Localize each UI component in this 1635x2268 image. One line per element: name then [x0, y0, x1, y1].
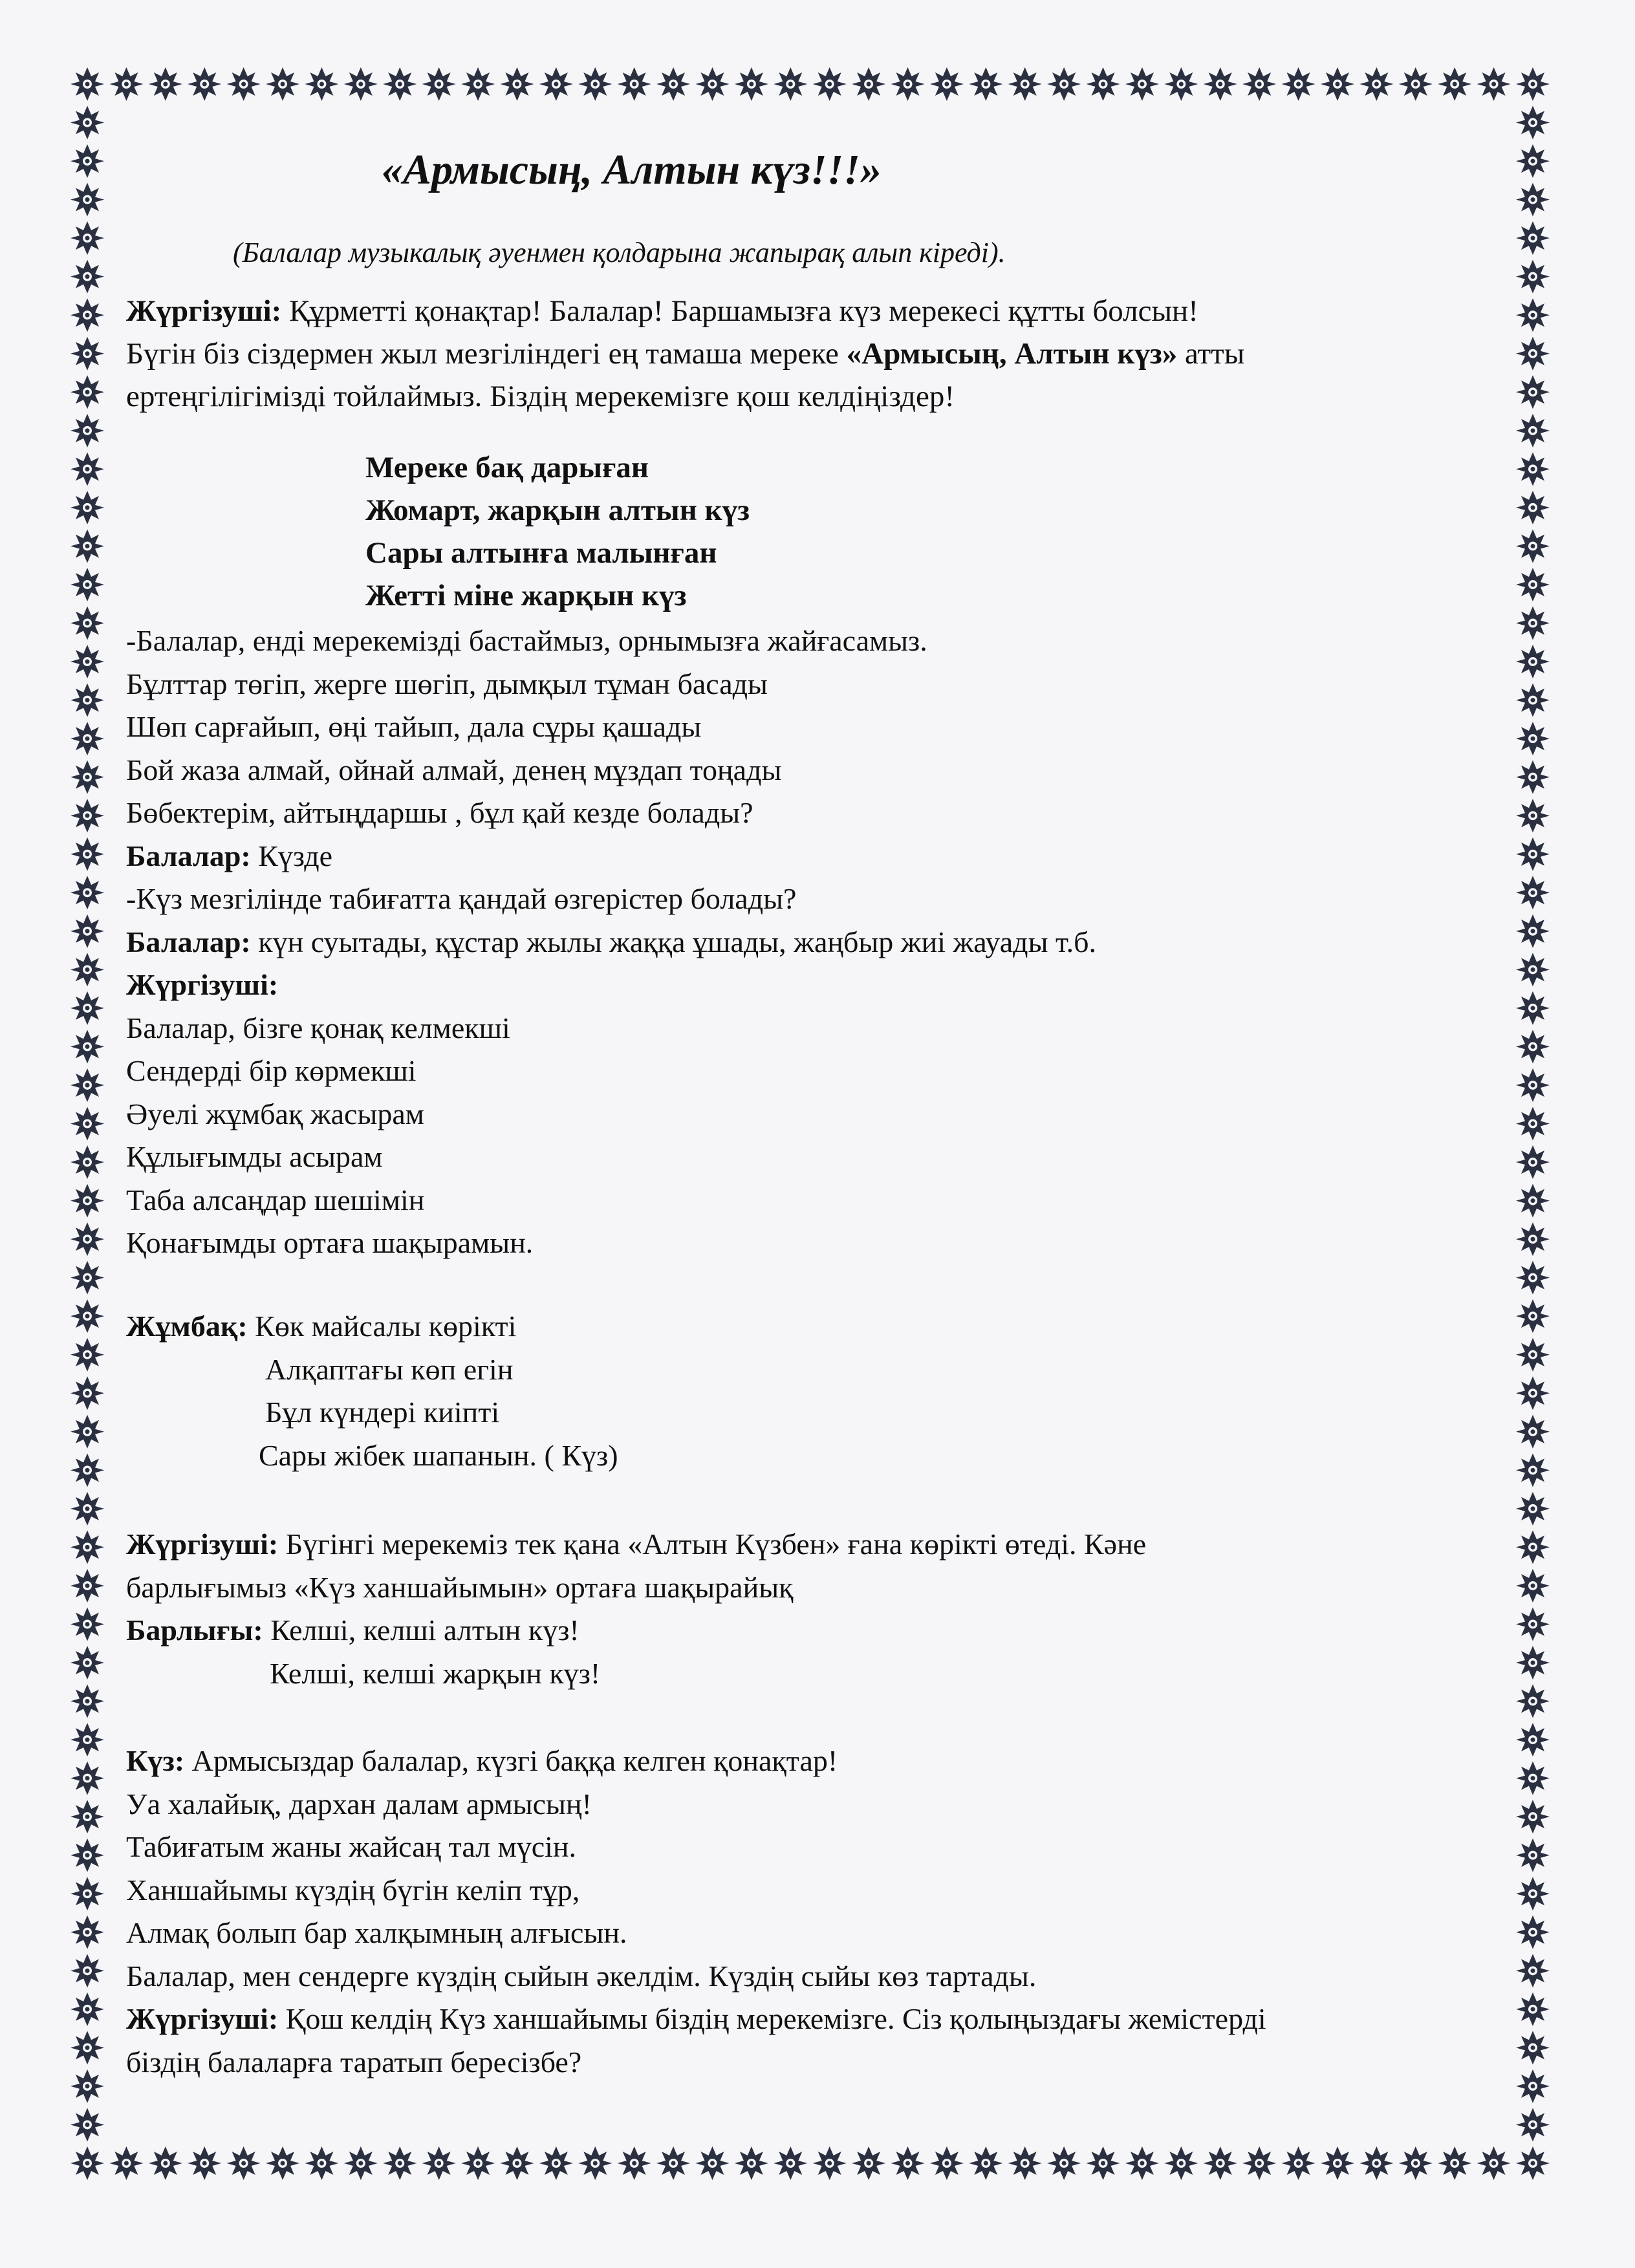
leaf-ornament-icon — [813, 2146, 847, 2180]
leaf-ornament-icon — [1516, 1877, 1550, 1910]
question-line: -Күз мезгілінде табиғатта қандай өзгерістер болады? — [126, 882, 797, 915]
leaf-ornament-icon — [1516, 914, 1550, 948]
leaf-ornament-icon — [1516, 221, 1550, 255]
leaf-ornament-icon — [383, 67, 417, 101]
leaf-ornament-icon — [70, 1184, 104, 1218]
leaf-ornament-icon — [70, 1993, 104, 2026]
leaf-ornament-icon — [70, 2031, 104, 2064]
leaf-ornament-icon — [70, 1107, 104, 1141]
leaf-ornament-icon — [109, 67, 143, 101]
all-line-2: Келші, келші жарқын күз! — [270, 1656, 601, 1690]
leaf-ornament-icon — [1477, 2146, 1511, 2180]
leaf-ornament-icon — [891, 2146, 925, 2180]
leaf-ornament-icon — [852, 2146, 885, 2180]
leaf-ornament-icon — [1516, 1800, 1550, 1833]
leaf-ornament-icon — [1516, 2146, 1550, 2180]
leaf-ornament-icon — [1516, 1222, 1550, 1256]
leaf-ornament-icon — [1204, 2146, 1237, 2180]
leaf-ornament-icon — [70, 1646, 104, 1679]
leaf-ornament-icon — [70, 1030, 104, 1063]
leaf-ornament-icon — [70, 1492, 104, 1526]
leaf-ornament-icon — [1516, 1415, 1550, 1449]
leaf-ornament-icon — [70, 1222, 104, 1256]
leaf-ornament-icon — [70, 1261, 104, 1295]
leaf-ornament-icon — [109, 2146, 143, 2180]
leaf-ornament-icon — [1125, 67, 1159, 101]
leaf-ornament-icon — [618, 67, 651, 101]
answer-text: Күзде — [250, 839, 333, 872]
leaf-ornament-icon — [149, 2146, 182, 2180]
leaf-ornament-icon — [1516, 1261, 1550, 1295]
leaf-ornament-icon — [1516, 337, 1550, 371]
speaker-label: Барлығы: — [126, 1614, 263, 1647]
autumn-line: Табиғатым жаны жайсаң тал мүсін. — [126, 1830, 577, 1863]
leaf-ornament-icon — [227, 67, 261, 101]
leaf-ornament-icon — [70, 1877, 104, 1910]
leaf-ornament-icon — [70, 991, 104, 1025]
leaf-ornament-icon — [149, 67, 182, 101]
leaf-ornament-icon — [70, 1299, 104, 1333]
riddle-line: Бұл күндері киіпті — [265, 1396, 500, 1429]
poem-1-line: Жетті міне жарқын күз — [365, 579, 687, 612]
leaf-ornament-icon — [70, 684, 104, 717]
leaf-ornament-icon — [461, 2146, 495, 2180]
leaf-ornament-icon — [1438, 67, 1471, 101]
leaf-ornament-icon — [266, 2146, 299, 2180]
leaf-ornament-icon — [70, 1685, 104, 1718]
leaf-ornament-icon — [1516, 491, 1550, 524]
leaf-ornament-icon — [70, 2108, 104, 2141]
leaf-ornament-icon — [1516, 106, 1550, 140]
speaker-label: Жұмбақ: — [126, 1310, 248, 1343]
leaf-ornament-icon — [70, 645, 104, 678]
leaf-ornament-icon — [1125, 2146, 1159, 2180]
leaf-ornament-icon — [930, 2146, 964, 2180]
intro-line-2a: Бүгін біз сіздермен жыл мезгіліндегі ең тамаша мереке — [126, 337, 847, 371]
riddle-line: Сары жібек шапанын. ( Күз) — [259, 1438, 618, 1472]
leaf-ornament-icon — [1321, 2146, 1354, 2180]
leaf-ornament-icon — [1516, 1839, 1550, 1872]
leaf-ornament-icon — [1516, 837, 1550, 871]
leaf-ornament-icon — [656, 67, 690, 101]
poem-2-line: Таба алсаңдар шешімін — [126, 1183, 425, 1216]
leaf-ornament-icon — [70, 67, 104, 101]
leaf-ornament-icon — [1516, 1107, 1550, 1141]
speaker-label: Күз: — [126, 1744, 185, 1777]
leaf-ornament-icon — [1047, 2146, 1081, 2180]
leaf-ornament-icon — [70, 2069, 104, 2103]
leaf-ornament-icon — [422, 67, 456, 101]
poem-1-line: Мереке бақ дарыған — [365, 451, 649, 484]
leaf-ornament-icon — [70, 1916, 104, 1949]
leaf-ornament-icon — [1516, 1607, 1550, 1641]
autumn-line: Ханшайымы күздің бүгін келіп тұр, — [126, 1873, 580, 1906]
leaf-ornament-icon — [70, 260, 104, 294]
leaf-ornament-icon — [70, 1839, 104, 1872]
leaf-ornament-icon — [1008, 2146, 1042, 2180]
leaf-ornament-icon — [70, 722, 104, 755]
leaf-ornament-icon — [1516, 529, 1550, 563]
leaf-ornament-icon — [1516, 67, 1550, 101]
leaf-ornament-icon — [70, 144, 104, 178]
leaf-ornament-icon — [70, 568, 104, 601]
intro-line-3: ертеңгілігімізді тойлаймыз. Біздің мерекемізге қош келдіңіздер! — [126, 380, 955, 413]
leaf-ornament-icon — [344, 67, 378, 101]
leaf-ornament-icon — [70, 337, 104, 371]
leaf-ornament-icon — [70, 1607, 104, 1641]
leaf-ornament-icon — [1516, 375, 1550, 409]
host-3-block — [126, 1523, 1146, 1695]
leaf-ornament-icon — [70, 529, 104, 563]
leaf-ornament-icon — [1516, 144, 1550, 178]
riddle-line: Көк майсалы көрікті — [247, 1310, 517, 1343]
leaf-ornament-icon — [1204, 67, 1237, 101]
leaf-ornament-icon — [1164, 2146, 1198, 2180]
leaf-ornament-icon — [656, 2146, 690, 2180]
leaf-ornament-icon — [1516, 1723, 1550, 1756]
riddle-block — [126, 1305, 618, 1477]
leaf-ornament-icon — [266, 67, 299, 101]
host-4-line-1: Қош келдің Күз ханшайымы біздің мерекемізге. Сіз қолыңыздағы жемістерді — [278, 2002, 1266, 2035]
stage-direction: (Балалар музыкалық әуенмен қолдарына жапырақ алып кіреді). — [233, 237, 1006, 268]
leaf-ornament-icon — [305, 2146, 338, 2180]
leaf-ornament-icon — [70, 607, 104, 640]
leaf-ornament-icon — [422, 2146, 456, 2180]
leaf-ornament-icon — [70, 1453, 104, 1487]
leaf-ornament-icon — [1438, 2146, 1471, 2180]
leaf-ornament-icon — [70, 1145, 104, 1179]
leaf-ornament-icon — [461, 67, 495, 101]
poem-2-line: Әуелі жұмбақ жасырам — [126, 1097, 424, 1130]
leaf-ornament-icon — [500, 67, 534, 101]
leaf-ornament-icon — [1282, 2146, 1316, 2180]
leaf-ornament-icon — [70, 1723, 104, 1756]
leaf-ornament-icon — [1516, 1030, 1550, 1063]
leaf-ornament-icon — [1008, 67, 1042, 101]
leaf-ornament-icon — [70, 452, 104, 486]
leaf-ornament-icon — [578, 67, 612, 101]
leaf-ornament-icon — [70, 106, 104, 140]
autumn-line: Балалар, мен сендерге күздің сыйын әкелдім. Күздің сыйы көз тартады. — [126, 1959, 1037, 1993]
answer-text: күн суытады, құстар жылы жаққа ұшады, жаңбыр жиі жауады т.б. — [250, 925, 1097, 958]
leaf-ornament-icon — [1516, 568, 1550, 601]
leaf-ornament-icon — [539, 67, 573, 101]
intro-line-2c: атты — [1177, 337, 1245, 371]
leaf-ornament-icon — [1359, 2146, 1393, 2180]
leaf-ornament-icon — [969, 67, 1002, 101]
leaf-ornament-icon — [305, 67, 338, 101]
speaker-label: Жүргізуші: — [126, 294, 282, 328]
speaker-label: Жүргізуші: — [126, 2002, 279, 2035]
leaf-ornament-icon — [70, 183, 104, 217]
leaf-ornament-icon — [70, 1376, 104, 1410]
leaf-ornament-icon — [70, 761, 104, 794]
leaf-ornament-icon — [1321, 67, 1354, 101]
leaf-ornament-icon — [852, 67, 885, 101]
leaf-ornament-icon — [1242, 2146, 1276, 2180]
poem-2-line: Қонағымды ортаға шақырамын. — [126, 1226, 534, 1259]
leaf-ornament-icon — [1399, 2146, 1433, 2180]
leaf-ornament-icon — [1516, 953, 1550, 986]
riddle-line: Алқаптағы көп егін — [265, 1352, 514, 1386]
leaf-ornament-icon — [1516, 1569, 1550, 1603]
leaf-ornament-icon — [1516, 645, 1550, 678]
leaf-ornament-icon — [1516, 799, 1550, 832]
leaf-ornament-icon — [1516, 1338, 1550, 1372]
leaf-ornament-icon — [1087, 2146, 1120, 2180]
leaf-ornament-icon — [70, 914, 104, 948]
host-intro — [126, 290, 1244, 418]
leaf-ornament-icon — [70, 953, 104, 986]
leaf-ornament-icon — [1047, 67, 1081, 101]
leaf-ornament-icon — [1516, 761, 1550, 794]
leaf-ornament-icon — [70, 298, 104, 332]
host-3-line-2: барлығымыз «Күз ханшайымын» ортаға шақырайық — [126, 1570, 794, 1604]
leaf-ornament-icon — [1516, 991, 1550, 1025]
text-line: Бөбектерім, айтыңдаршы , бұл қай кезде болады? — [126, 796, 753, 829]
leaf-ornament-icon — [578, 2146, 612, 2180]
leaf-ornament-icon — [930, 67, 964, 101]
autumn-block — [126, 1740, 1266, 2084]
leaf-ornament-icon — [1516, 260, 1550, 294]
poem-1-line: Сары алтынға малынған — [365, 536, 717, 570]
leaf-ornament-icon — [969, 2146, 1002, 2180]
leaf-ornament-icon — [618, 2146, 651, 2180]
poem-2-line: Балалар, бізге қонақ келмекші — [126, 1011, 510, 1044]
leaf-ornament-icon — [70, 1569, 104, 1603]
leaf-ornament-icon — [70, 2146, 104, 2180]
leaf-ornament-icon — [1399, 67, 1433, 101]
speaker-label: Жүргізуші: — [126, 1528, 279, 1561]
leaf-ornament-icon — [70, 1954, 104, 1987]
leaf-ornament-icon — [70, 221, 104, 255]
leaf-ornament-icon — [1516, 298, 1550, 332]
leaf-ornament-icon — [1516, 1299, 1550, 1333]
leaf-ornament-icon — [1516, 1376, 1550, 1410]
leaf-ornament-icon — [383, 2146, 417, 2180]
leaf-ornament-icon — [1516, 2108, 1550, 2141]
leaf-ornament-icon — [1516, 684, 1550, 717]
leaf-ornament-icon — [1516, 1145, 1550, 1179]
leaf-ornament-icon — [1516, 452, 1550, 486]
leaf-ornament-icon — [70, 1800, 104, 1833]
speaker-label: Балалар: — [126, 839, 251, 872]
leaf-ornament-icon — [188, 2146, 221, 2180]
autumn-line: Уа халайық, дархан далам армысың! — [126, 1787, 592, 1820]
leaf-ornament-icon — [188, 67, 221, 101]
leaf-ornament-icon — [1516, 1762, 1550, 1795]
text-line: -Балалар, енді мерекемізді бастаймыз, орнымызға жайғасамыз. — [126, 624, 927, 657]
leaf-ornament-icon — [735, 67, 768, 101]
leaf-ornament-icon — [1087, 67, 1120, 101]
leaf-ornament-icon — [1516, 1993, 1550, 2026]
leaf-ornament-icon — [774, 67, 807, 101]
leaf-ornament-icon — [1516, 1685, 1550, 1718]
host-4-line-2: біздің балаларға таратып бересізбе? — [126, 2045, 582, 2079]
leaf-ornament-icon — [735, 2146, 768, 2180]
leaf-ornament-icon — [1359, 67, 1393, 101]
leaf-ornament-icon — [70, 1415, 104, 1449]
event-name: «Армысың, Алтын күз» — [846, 337, 1178, 371]
leaf-ornament-icon — [70, 837, 104, 871]
leaf-ornament-icon — [1516, 1530, 1550, 1564]
leaf-ornament-icon — [1282, 67, 1316, 101]
leaf-ornament-icon — [70, 1762, 104, 1795]
leaf-ornament-icon — [813, 67, 847, 101]
leaf-ornament-icon — [1516, 607, 1550, 640]
poem-1 — [365, 446, 750, 617]
autumn-line: Алмақ болып бар халқымның алғысын. — [126, 1916, 627, 1949]
leaf-ornament-icon — [1516, 1184, 1550, 1218]
text-line: Бой жаза алмай, ойнай алмай, денең мұздап тоңады — [126, 753, 782, 786]
leaf-ornament-icon — [1516, 183, 1550, 217]
leaf-ornament-icon — [1516, 414, 1550, 448]
leaf-ornament-icon — [1164, 67, 1198, 101]
leaf-ornament-icon — [695, 2146, 729, 2180]
leaf-ornament-icon — [70, 876, 104, 909]
leaf-ornament-icon — [70, 375, 104, 409]
speaker-label: Жүргізуші: — [126, 968, 279, 1001]
speaker-label: Балалар: — [126, 925, 251, 958]
leaf-ornament-icon — [1516, 1068, 1550, 1102]
leaf-ornament-icon — [1477, 67, 1511, 101]
text-line: Бұлттар төгіп, жерге шөгіп, дымқыл тұман басады — [126, 667, 768, 700]
autumn-line-1: Армысыздар балалар, күзгі баққа келген қонақтар! — [184, 1744, 838, 1777]
leaf-ornament-icon — [1516, 876, 1550, 909]
leaf-ornament-icon — [1516, 2031, 1550, 2064]
leaf-ornament-icon — [500, 2146, 534, 2180]
text-line: Шөп сарғайып, өңі тайып, дала сұры қашады — [126, 710, 702, 743]
leaf-ornament-icon — [70, 414, 104, 448]
leaf-ornament-icon — [774, 2146, 807, 2180]
leaf-ornament-icon — [227, 2146, 261, 2180]
leaf-ornament-icon — [1242, 67, 1276, 101]
dialogue-block — [126, 620, 1096, 1265]
poem-1-line: Жомарт, жарқын алтын күз — [365, 493, 750, 527]
all-line-1: Келші, келші алтын күз! — [263, 1614, 579, 1647]
leaf-ornament-icon — [1516, 1916, 1550, 1949]
leaf-ornament-icon — [891, 67, 925, 101]
leaf-ornament-icon — [539, 2146, 573, 2180]
leaf-ornament-icon — [70, 491, 104, 524]
leaf-ornament-icon — [1516, 2069, 1550, 2103]
intro-line-1: Құрметті қонақтар! Балалар! Баршамызға күз мерекесі құтты болсын! — [281, 294, 1198, 328]
leaf-ornament-icon — [1516, 1954, 1550, 1987]
leaf-ornament-icon — [695, 67, 729, 101]
poem-2-line: Құлығымды асырам — [126, 1140, 383, 1173]
leaf-ornament-icon — [1516, 1492, 1550, 1526]
leaf-ornament-icon — [1516, 722, 1550, 755]
host-3-line-1: Бүгінгі мерекеміз тек қана «Алтын Күзбен» ғана көрікті өтеді. Кәне — [278, 1528, 1147, 1561]
leaf-ornament-icon — [70, 799, 104, 832]
leaf-ornament-icon — [344, 2146, 378, 2180]
page-title: «Армысың, Алтын күз!!!» — [382, 146, 882, 193]
leaf-ornament-icon — [1516, 1453, 1550, 1487]
leaf-ornament-icon — [70, 1338, 104, 1372]
leaf-ornament-icon — [70, 1530, 104, 1564]
leaf-ornament-icon — [70, 1068, 104, 1102]
poem-2-line: Сендерді бір көрмекші — [126, 1054, 417, 1087]
leaf-ornament-icon — [1516, 1646, 1550, 1679]
